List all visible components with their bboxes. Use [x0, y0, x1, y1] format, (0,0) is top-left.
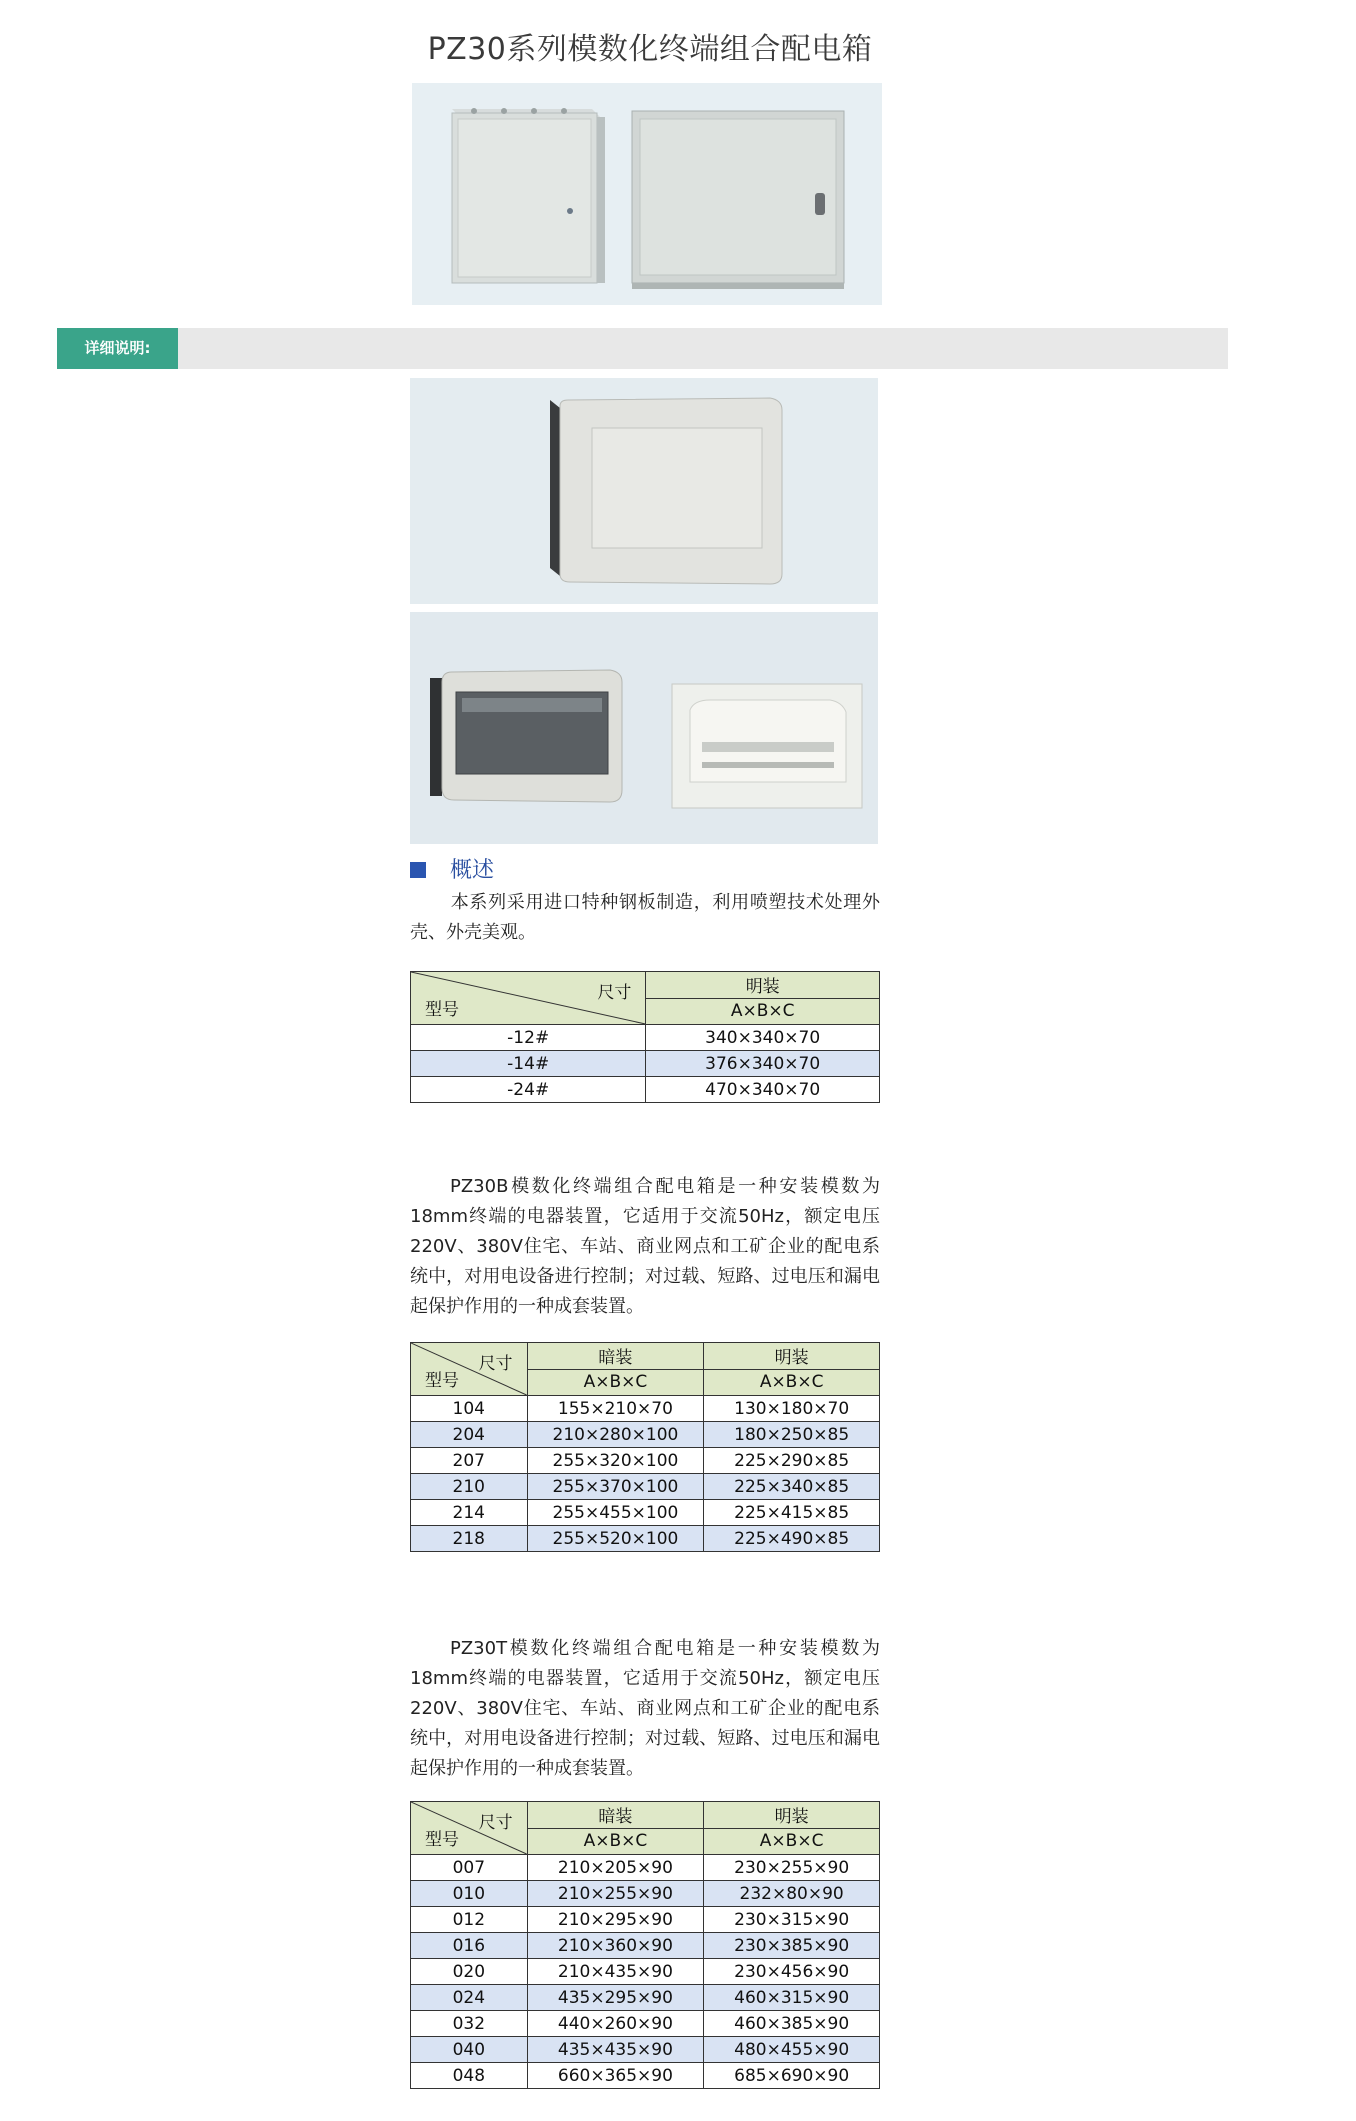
- column-sub-header: A×B×C: [704, 1369, 880, 1396]
- table-corner: 尺寸 型号: [411, 1343, 528, 1396]
- table-row: 020 210×435×90 230×456×90: [411, 1959, 880, 1985]
- overview-text: 本系列采用进口特种钢板制造，利用喷塑技术处理外壳、外壳美观。: [410, 892, 880, 943]
- table-corner: 尺寸 型号: [411, 1802, 528, 1855]
- table-row: 104 155×210×70 130×180×70: [411, 1396, 880, 1422]
- product-photo-transparent-cover-boxes: [410, 612, 878, 844]
- product-photo-steel-boxes: [412, 83, 882, 305]
- table-row: 007 210×205×90 230×255×90: [411, 1855, 880, 1881]
- column-group-header: 暗装: [527, 1802, 704, 1829]
- detail-section-bar: [57, 328, 1228, 369]
- table-row: 012 210×295×90 230×315×90: [411, 1907, 880, 1933]
- column-sub-header: A×B×C: [527, 1828, 704, 1855]
- column-sub-header: A×B×C: [527, 1369, 704, 1396]
- table-row: 024 435×295×90 460×315×90: [411, 1985, 880, 2011]
- spec-table-pz30t: [410, 1801, 880, 2089]
- overview-bullet-icon: [410, 862, 426, 878]
- table-row: -24# 470×340×70: [411, 1077, 880, 1103]
- column-group-header: 明装: [704, 1343, 880, 1370]
- table-row: 010 210×255×90 232×80×90: [411, 1881, 880, 1907]
- pz30b-description: PZ30B模数化终端组合配电箱是一种安装模数为18mm终端的电器装置，它适用于交流50Hz，额定电压220V、380V住宅、车站、商业网点和工矿企业的配电系统中，对用电设备进行控制；对过载、短路、过电压和漏电起保护作用的一种成套装置。: [410, 1176, 880, 1317]
- spec-table-pz30b: [410, 1342, 880, 1552]
- column-sub-header: A×B×C: [704, 1828, 880, 1855]
- table-row: 218 255×520×100 225×490×85: [411, 1526, 880, 1552]
- table-row: 210 255×370×100 225×340×85: [411, 1474, 880, 1500]
- table-row: -14# 376×340×70: [411, 1051, 880, 1077]
- page-title: PZ30系列模数化终端组合配电箱: [427, 32, 873, 67]
- column-group-header: 明装: [646, 972, 880, 999]
- table-row: 207 255×320×100 225×290×85: [411, 1448, 880, 1474]
- pz30t-description: PZ30T模数化终端组合配电箱是一种安装模数为18mm终端的电器装置，它适用于交流50Hz，额定电压220V、380V住宅、车站、商业网点和工矿企业的配电系统中，对用电设备进行控制；对过载、短路、过电压和漏电起保护作用的一种成套装置。: [410, 1638, 880, 1779]
- product-photo-flush-panel: [410, 378, 878, 604]
- table-row: 032 440×260×90 460×385×90: [411, 2011, 880, 2037]
- table-row: -12# 340×340×70: [411, 1025, 880, 1051]
- table-row: 204 210×280×100 180×250×85: [411, 1422, 880, 1448]
- table-row: 040 435×435×90 480×455×90: [411, 2037, 880, 2063]
- table-row: 214 255×455×100 225×415×85: [411, 1500, 880, 1526]
- overview-heading: 概述: [450, 858, 495, 883]
- table-corner: 尺寸 型号: [411, 972, 646, 1025]
- table-row: 016 210×360×90 230×385×90: [411, 1933, 880, 1959]
- detail-tab[interactable]: 详细说明:: [57, 328, 178, 369]
- column-sub-header: A×B×C: [646, 998, 880, 1025]
- column-group-header: 暗装: [527, 1343, 704, 1370]
- spec-table-1: [410, 971, 880, 1103]
- column-group-header: 明装: [704, 1802, 880, 1829]
- table-row: 048 660×365×90 685×690×90: [411, 2063, 880, 2089]
